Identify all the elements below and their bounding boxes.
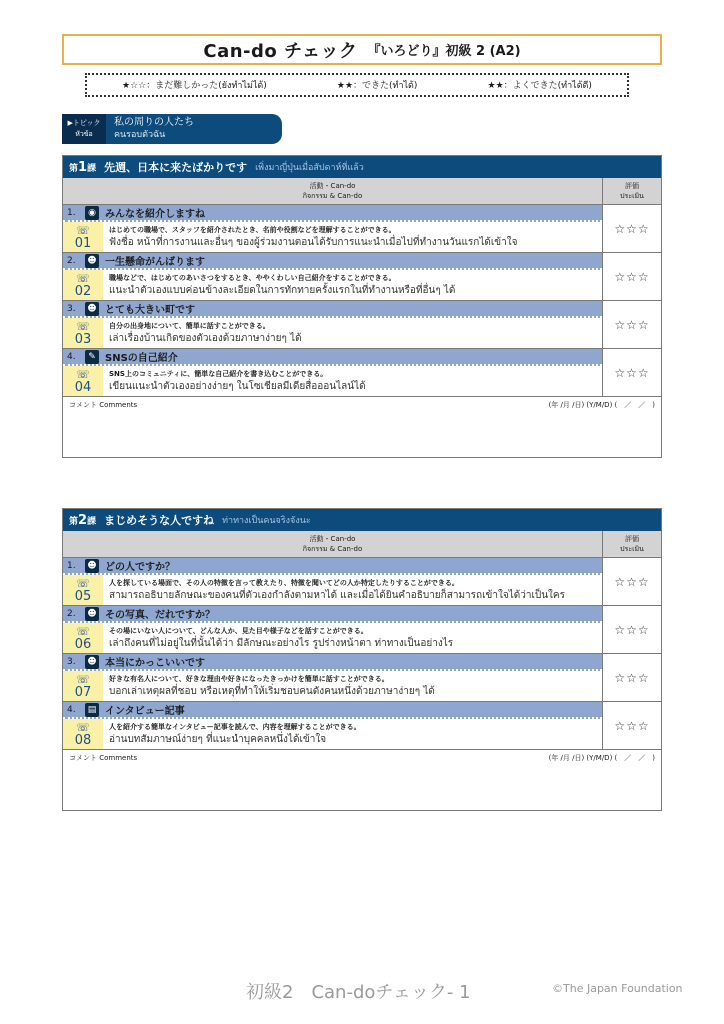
page-subtitle: 『いろどり』初級 2 (A2) bbox=[367, 44, 521, 59]
lesson-number: 第2課 bbox=[69, 512, 97, 528]
writing-icon: ✎ bbox=[85, 350, 99, 364]
rating-stars[interactable]: ☆☆☆ bbox=[614, 317, 650, 332]
cando-item bbox=[63, 253, 661, 301]
lesson-title-th: เพิ่งมาญี่ปุ่นเมื่อสัปดาห์ที่แล้ว bbox=[255, 163, 364, 173]
legend-item: ★☆☆：まだ難しかった(ยังทำไม่ได้) bbox=[122, 81, 267, 91]
rating-stars[interactable]: ☆☆☆ bbox=[614, 622, 650, 637]
conversation-icon: ☻ bbox=[85, 559, 99, 573]
speaker-icon: ◉ bbox=[85, 206, 99, 220]
item-heading: 3. ☻ 本当にかっこいいです bbox=[63, 654, 602, 671]
lesson-title: まじめそうな人ですね bbox=[104, 514, 215, 527]
cando-description-jp: 好きな有名人について、好きな理由や好きになったきっかけを簡単に話すことができる。 bbox=[109, 675, 389, 683]
cando-description-jp: 職場などで、はじめてのあいさつをするとき、ややくわしい自己紹介をすることができる。 bbox=[109, 274, 396, 282]
cando-description-jp: 人を紹介する簡単なインタビュー記事を読んで、内容を理解することができる。 bbox=[109, 723, 361, 731]
phone-icon: ☏ bbox=[76, 673, 90, 686]
item-heading: 2. ☻ その写真、だれですか？ bbox=[63, 606, 602, 623]
item-heading: 4. ✎ SNSの自己紹介 bbox=[63, 349, 602, 366]
reading-icon: ▤ bbox=[85, 703, 99, 717]
cando-description-th: สามารถอธิบายลักษณะของคนที่ตัวเองกำลังตามหาได้ และเมื่อได้ยินคำอธิบายก็สามารถเข้าใจได้ว่าเป็นใคร bbox=[109, 590, 565, 601]
cando-number-badge: ☏ 06 bbox=[63, 623, 103, 653]
cando-description-th: เล่าเรื่องบ้านเกิดของตัวเองด้วยภาษาง่ายๆ ได้ bbox=[109, 333, 302, 344]
cando-number-badge: ☏ 03 bbox=[63, 318, 103, 348]
cando-item bbox=[63, 702, 661, 750]
conversation-icon: ☻ bbox=[85, 254, 99, 268]
rating-stars[interactable]: ☆☆☆ bbox=[614, 718, 650, 733]
cando-description-jp: 人を探している場面で、その人の特徴を言って教えたり、特徴を聞いてどの人か特定したりすることができる。 bbox=[109, 579, 459, 587]
cando-description-jp: はじめての職場で、スタッフを紹介されたとき、名前や役割などを理解することができる。 bbox=[109, 226, 396, 234]
rating-legend bbox=[85, 73, 629, 97]
column-header: 活動・Can-do กิจกรรม & Can-do 評価 ประเมิน bbox=[63, 531, 661, 558]
legend-item: ★★：よくできた(ทำได้ดี) bbox=[487, 81, 592, 91]
rating-stars[interactable]: ☆☆☆ bbox=[614, 670, 650, 685]
cando-description-th: บอกเล่าเหตุผลที่ชอบ หรือเหตุที่ทำให้เริ่มชอบคนดังคนหนึ่งด้วยภาษาง่ายๆ ได้ bbox=[109, 686, 435, 697]
cando-number-badge: ☏ 08 bbox=[63, 719, 103, 749]
footer-copyright: ©The Japan Foundation bbox=[552, 982, 683, 995]
item-heading: 1. ☻ どの人ですか？ bbox=[63, 558, 602, 575]
rating-stars[interactable]: ☆☆☆ bbox=[614, 574, 650, 589]
cando-description-jp: SNS上のコミュニティに、簡単な自己紹介を書き込むことができる。 bbox=[109, 370, 328, 378]
cando-description-jp: 自分の出身地について、簡単に話すことができる。 bbox=[109, 322, 270, 330]
topic-tag: ▶トピック หัวข้อ bbox=[62, 114, 106, 144]
lesson-title-th: ท่าทางเป็นคนจริงจังนะ bbox=[222, 516, 311, 526]
footer-title: 初級2 Can-doチェック- 1 bbox=[246, 982, 471, 1003]
column-header: 活動・Can-do กิจกรรม & Can-do 評価 ประเมิน bbox=[63, 178, 661, 205]
cando-description-th: แนะนำตัวเองแบบค่อนข้างละเอียดในการทักทายครั้งแรกในที่ทำงานหรือที่อื่นๆ ได้ bbox=[109, 285, 456, 296]
phone-icon: ☏ bbox=[76, 224, 90, 237]
cando-item bbox=[63, 301, 661, 349]
comment-area[interactable]: コメント Comments (年 /月 /日) (Y/M/D) ( ／ ／ ) bbox=[69, 401, 655, 409]
lesson-header bbox=[63, 156, 661, 178]
cando-number-badge: ☏ 07 bbox=[63, 671, 103, 701]
comment-area[interactable]: コメント Comments (年 /月 /日) (Y/M/D) ( ／ ／ ) bbox=[69, 754, 655, 762]
page-title: Can-do チェック bbox=[203, 40, 358, 62]
item-heading: 1. ◉ みんなを紹介しますね bbox=[63, 205, 602, 222]
phone-icon: ☏ bbox=[76, 577, 90, 590]
cando-number-badge: ☏ 01 bbox=[63, 222, 103, 252]
cando-description-jp: その場にいない人について、どんな人か、見た目や様子などを話すことができる。 bbox=[109, 627, 368, 635]
cando-number-badge: ☏ 02 bbox=[63, 270, 103, 300]
phone-icon: ☏ bbox=[76, 721, 90, 734]
conversation-icon: ☻ bbox=[85, 607, 99, 621]
cando-item bbox=[63, 205, 661, 253]
lesson-block bbox=[62, 508, 662, 811]
cando-number-badge: ☏ 04 bbox=[63, 366, 103, 396]
phone-icon: ☏ bbox=[76, 272, 90, 285]
topic-banner bbox=[62, 114, 282, 144]
phone-icon: ☏ bbox=[76, 625, 90, 638]
page-title-box bbox=[62, 34, 662, 65]
cando-description-th: เล่าถึงคนที่ไม่อยู่ในที่นั้นได้ว่า มีลักษณะอย่างไร รูปร่างหน้าตา ท่าทางเป็นอย่างไร bbox=[109, 638, 454, 649]
phone-icon: ☏ bbox=[76, 320, 90, 333]
cando-description-th: เขียนแนะนำตัวเองอย่างง่ายๆ ในโซเชียลมีเดียสื่อออนไลน์ได้ bbox=[109, 381, 366, 392]
item-heading: 2. ☻ 一生懸命がんばります bbox=[63, 253, 602, 270]
cando-item bbox=[63, 606, 661, 654]
cando-item bbox=[63, 558, 661, 606]
cando-item bbox=[63, 654, 661, 702]
cando-description-th: อ่านบทสัมภาษณ์ง่ายๆ ที่แนะนำบุคคลหนึ่งได้เข้าใจ bbox=[109, 734, 327, 745]
rating-stars[interactable]: ☆☆☆ bbox=[614, 221, 650, 236]
lesson-title: 先週、日本に来たばかりです bbox=[104, 161, 248, 174]
cando-number-badge: ☏ 05 bbox=[63, 575, 103, 605]
item-heading: 4. ▤ インタビュー記事 bbox=[63, 702, 602, 719]
cando-description-th: ฟังชื่อ หน้าที่การงานและอื่นๆ ของผู้ร่วมงานตอนได้รับการแนะนำเมื่อไปที่ทำงานวันแรกได้เข้าใจ bbox=[109, 237, 518, 248]
conversation-icon: ☻ bbox=[85, 302, 99, 316]
phone-icon: ☏ bbox=[76, 368, 90, 381]
item-heading: 3. ☻ とても大きい町です bbox=[63, 301, 602, 318]
cando-item bbox=[63, 349, 661, 397]
conversation-icon: ☻ bbox=[85, 655, 99, 669]
rating-stars[interactable]: ☆☆☆ bbox=[614, 269, 650, 284]
lesson-header bbox=[63, 509, 661, 531]
lesson-number: 第1課 bbox=[69, 159, 97, 175]
rating-stars[interactable]: ☆☆☆ bbox=[614, 365, 650, 380]
lesson-block bbox=[62, 155, 662, 458]
topic-title: 私の周りの人たち คนรอบตัวฉัน bbox=[114, 117, 194, 140]
legend-item: ★★：できた(ทำได้) bbox=[336, 81, 418, 91]
